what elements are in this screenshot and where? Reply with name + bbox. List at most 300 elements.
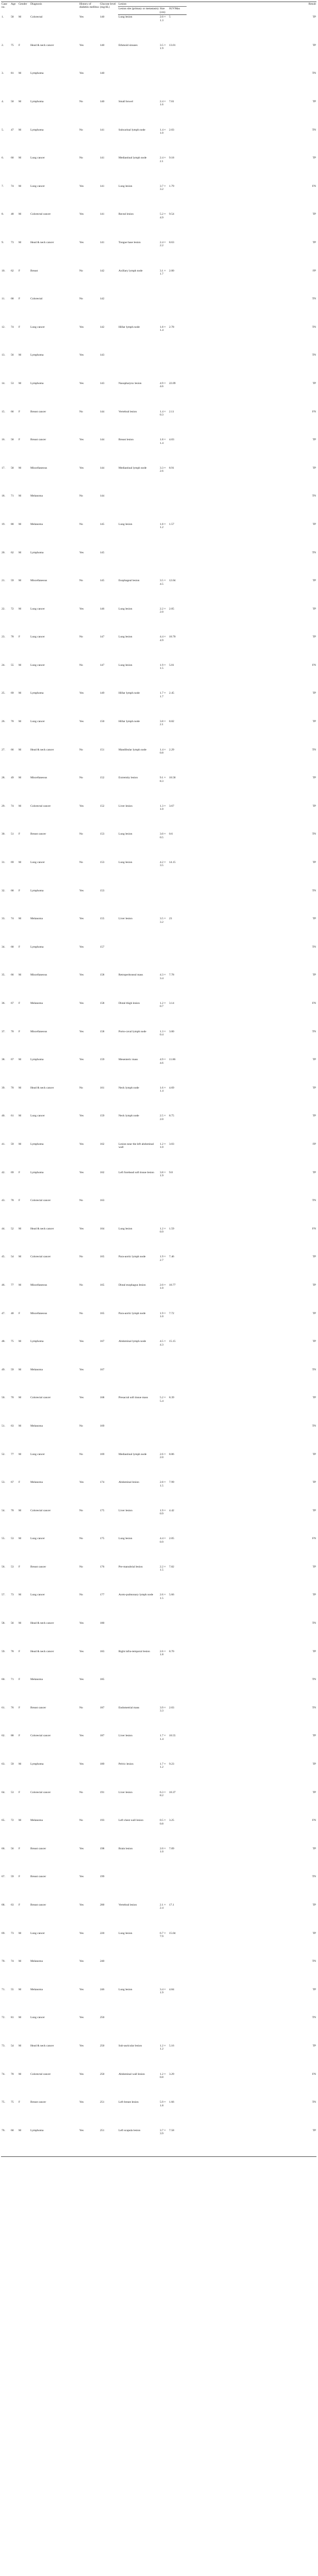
cell-diagnosis: Miscellaneous: [30, 1030, 47, 1033]
cell-lesion-site: Para-aortic lymph node: [119, 1311, 146, 1315]
cell-size: 1.3 × 0.4: [160, 1030, 166, 1036]
cell-size: [159, 1368, 169, 1396]
cell-gender: F: [19, 1790, 21, 1794]
cell-history: Yes: [79, 1340, 84, 1343]
cell-lesion-site: [118, 353, 159, 381]
cell-history: Yes: [79, 1988, 84, 1991]
cell-lesion-site: Retroperitoneal mass: [119, 973, 143, 977]
cell-glucose: 159: [100, 1114, 105, 1118]
cell-lesion-site: Esophageal lesion: [119, 579, 140, 583]
cell-suv: 2.11: [169, 410, 174, 413]
cell-glucose: 143: [100, 381, 105, 385]
cell-glucose: 175: [100, 1509, 105, 1512]
cell-diagnosis: Lymphoma: [30, 692, 44, 695]
cell-size: 1.8 × 1.4: [160, 325, 166, 332]
cell-history: Yes: [79, 1903, 84, 1907]
cell-age: 59: [11, 579, 14, 583]
cell-age: 60: [11, 156, 14, 160]
cell-lesion-site: Abdominal wall lesion: [119, 2072, 145, 2076]
cell-case-no: 66.: [2, 1847, 5, 1850]
cell-gender: M: [19, 1058, 21, 1062]
cell-gender: M: [19, 861, 21, 865]
cell-glucose: 140: [100, 15, 105, 19]
cell-result: TN: [312, 1199, 316, 1203]
cell-size: 4.4 × 0.9: [160, 1537, 166, 1544]
cell-case-no: 2.: [2, 43, 4, 47]
cell-age: 68: [11, 945, 14, 949]
cell-lesion-site: Lung lesion: [119, 184, 132, 188]
cell-history: No: [79, 635, 83, 639]
cell-glucose: 144: [100, 494, 105, 498]
cell-age: 66: [11, 748, 14, 751]
cell-history: No: [79, 1509, 83, 1512]
cell-suv: 4.03: [169, 438, 174, 442]
cell-history: No: [79, 1593, 83, 1597]
cell-result: TN: [312, 2101, 316, 2104]
cell-case-no: 53.: [2, 1481, 5, 1484]
cell-case-no: 64.: [2, 1790, 5, 1794]
cell-case-no: 70.: [2, 1960, 5, 1963]
cell-age: 58: [11, 15, 14, 19]
cell-glucose: 158: [100, 973, 105, 977]
cell-suv: 8.63: [169, 241, 174, 244]
cell-gender: M: [19, 1988, 21, 1991]
cell-history: Yes: [79, 1622, 84, 1625]
cell-lesion-site: Mediastinal lymph node: [119, 466, 147, 470]
cell-size: 2.0 × 1.0: [160, 1283, 166, 1290]
cell-history: Yes: [79, 692, 84, 695]
cell-size: 1.2 × 0.8: [160, 2072, 166, 2079]
cell-result: FN: [312, 1002, 316, 1005]
cell-lesion-site: Lung lesion: [119, 1988, 132, 1991]
cell-glucose: 149: [100, 692, 105, 695]
cell-history: Yes: [79, 1002, 84, 1005]
cell-size: [159, 353, 169, 381]
cell-case-no: 16.: [2, 438, 5, 442]
header-row: [1, 2, 316, 7]
cell-lesion-site: Neck lymph node: [119, 1086, 139, 1090]
cell-result: TN: [312, 1875, 316, 1879]
cell-lesion-site: [118, 71, 159, 100]
cell-gender: M: [19, 720, 21, 724]
cell-case-no: 51.: [2, 1424, 5, 1428]
table-row: [1, 748, 316, 776]
cell-case-no: 15.: [2, 410, 5, 413]
cell-case-no: 59.: [2, 1650, 5, 1653]
cell-result: TN: [312, 1424, 316, 1428]
cell-lesion-site: Left forehead soft tissue lesion: [119, 1171, 154, 1174]
cell-glucose: 144: [100, 410, 105, 413]
cell-size: 4.2 × 3.5: [160, 861, 166, 868]
cell-case-no: 33.: [2, 917, 5, 921]
cell-size: 3.8 × 2.1: [160, 720, 166, 727]
cell-size: 2.0 × 1.3: [160, 15, 166, 22]
cell-gender: M: [19, 1086, 21, 1090]
cell-result: TP: [312, 1593, 316, 1597]
cell-lesion-site: Ethmoid sinuses: [119, 43, 138, 47]
cell-size: 9.1 × 8.3: [160, 776, 166, 783]
cell-age: 47: [11, 128, 14, 132]
cell-lesion-site: Liver lesion: [119, 1790, 132, 1794]
cell-gender: F: [19, 1565, 21, 1569]
cell-age: 67: [11, 1481, 14, 1484]
cell-lesion-site: Lung lesion: [119, 522, 132, 526]
cell-gender: M: [19, 100, 21, 103]
cell-size: 0.5 × 0.8: [160, 1819, 166, 1826]
cell-size: 6.3 × 8.2: [160, 1790, 166, 1798]
cell-lesion-site: [118, 1368, 159, 1396]
cell-gender: F: [19, 1678, 21, 1682]
cell-suv: 3.14: [169, 1002, 174, 1005]
cell-size: 1.9 × 1.5: [160, 663, 166, 670]
cell-suv: 13.01: [169, 43, 176, 47]
cell-glucose: 185: [100, 1678, 105, 1682]
cell-result: TP: [312, 973, 316, 977]
cell-gender: F: [19, 1903, 21, 1907]
cell-glucose: 146: [100, 607, 105, 611]
cell-glucose: 251: [100, 2101, 105, 2104]
cell-suv: [169, 1677, 187, 1706]
cell-result: TP: [312, 1171, 316, 1174]
cell-suv: 17.1: [169, 1903, 174, 1907]
cell-case-no: 52.: [2, 1452, 5, 1456]
cell-lesion-site: Right infra-temporal lesion: [119, 1650, 150, 1653]
cell-suv: 10.77: [169, 1283, 176, 1287]
cell-lesion-site: Porto-caval lymph node: [119, 1030, 146, 1033]
cell-age: 70: [11, 1086, 14, 1090]
cell-glucose: 150: [100, 720, 105, 724]
table-row: [1, 1452, 316, 1481]
cell-result: TP: [312, 635, 316, 639]
cell-diagnosis: Lung cancer: [30, 861, 45, 865]
cell-diagnosis: Colorectal cancer: [30, 1734, 51, 1738]
cell-diagnosis: Lung cancer: [30, 1593, 45, 1597]
cell-result: TP: [312, 1058, 316, 1062]
cell-glucose: 250: [100, 2016, 105, 2020]
cell-glucose: 180: [100, 1622, 105, 1625]
cell-case-no: 30.: [2, 833, 5, 836]
cell-age: 53: [11, 1790, 14, 1794]
cell-history: Yes: [79, 72, 84, 75]
cell-suv: [169, 1424, 187, 1452]
cell-gender: M: [19, 917, 21, 921]
cell-history: Yes: [79, 1847, 84, 1850]
cell-result: TN: [312, 889, 316, 892]
table-row: [1, 719, 316, 748]
cell-age: 69: [11, 1171, 14, 1174]
cell-result: TN: [312, 551, 316, 554]
cell-gender: F: [19, 1002, 21, 1005]
cell-suv: 9.8: [169, 1171, 173, 1174]
cell-result: TP: [312, 776, 316, 780]
cell-lesion-site: Lung lesion: [119, 1931, 132, 1935]
cell-case-no: 46.: [2, 1283, 5, 1287]
cell-result: TN: [312, 945, 316, 949]
cell-size: 2.5 × 2.0: [160, 1114, 166, 1121]
cell-diagnosis: Melanoma: [30, 1819, 43, 1822]
patient-results-table: [1, 2, 316, 2157]
cell-case-no: 32.: [2, 889, 5, 892]
cell-history: Yes: [79, 1030, 84, 1033]
cell-gender: F: [19, 833, 21, 836]
cell-case-no: 42.: [2, 1171, 5, 1174]
table-row: [1, 100, 316, 128]
cell-age: 78: [11, 1650, 14, 1653]
cell-glucose: 177: [100, 1593, 105, 1597]
table-row: [1, 1959, 316, 1988]
cell-age: 73: [11, 241, 14, 244]
cell-suv: [169, 71, 187, 100]
cell-lesion-site: Lung lesion: [119, 663, 132, 667]
cell-size: 3.0 × 0.5: [160, 833, 166, 839]
cell-age: 71: [11, 1678, 14, 1682]
cell-result: FN: [312, 1227, 316, 1230]
cell-size: [159, 1959, 169, 1988]
cell-case-no: 10.: [2, 269, 5, 273]
cell-gender: M: [19, 579, 21, 583]
cell-gender: F: [19, 1650, 21, 1653]
cell-case-no: 1.: [2, 15, 4, 19]
cell-diagnosis: Colorectal cancer: [30, 804, 51, 808]
cell-diagnosis: Colorectal cancer: [30, 1255, 51, 1259]
cell-gender: F: [19, 297, 21, 301]
cell-age: 59: [11, 1368, 14, 1371]
cell-lesion-site: Tongue base lesion: [119, 241, 141, 244]
cell-age: 62: [11, 551, 14, 554]
cell-history: Yes: [79, 354, 84, 357]
cell-suv: 4.69: [169, 1086, 174, 1090]
cell-glucose: 167: [100, 1368, 105, 1371]
cell-lesion-site: Hillar lymph node: [119, 692, 140, 695]
cell-diagnosis: Head & neck cancer: [30, 748, 54, 751]
cell-gender: F: [19, 1706, 21, 1709]
cell-suv: 8.86: [169, 1452, 174, 1456]
cell-diagnosis: Lymphoma: [30, 945, 44, 949]
cell-result: TP: [312, 2044, 316, 2047]
cell-age: 80: [11, 522, 14, 526]
cell-glucose: 155: [100, 917, 105, 921]
table-row: [1, 1198, 316, 1227]
cell-glucose: 175: [100, 1537, 105, 1541]
cell-size: 1.9 × 2.7: [160, 1255, 166, 1262]
cell-size: [159, 297, 169, 325]
cell-glucose: 162: [100, 1171, 105, 1174]
cell-case-no: 47.: [2, 1311, 5, 1315]
cell-gender: M: [19, 1114, 21, 1118]
cell-result: TP: [312, 1509, 316, 1512]
cell-suv: [169, 297, 187, 325]
cell-glucose: 140: [100, 100, 105, 103]
cell-lesion-site: Left breast lesion: [119, 2101, 139, 2104]
cell-diagnosis: Lymphoma: [30, 889, 44, 892]
cell-lesion-site: [118, 1875, 159, 1903]
cell-history: Yes: [79, 889, 84, 892]
header-lesion: Lesion: [118, 2, 187, 7]
cell-result: TP: [312, 1931, 316, 1935]
table-row: [1, 804, 316, 833]
cell-age: 63: [11, 1424, 14, 1428]
cell-lesion-site: Vertebral lesion: [119, 410, 137, 413]
cell-age: 70: [11, 1509, 14, 1512]
cell-suv: 10.58: [169, 776, 176, 780]
cell-glucose: 174: [100, 1481, 105, 1484]
cell-diagnosis: Breast cancer: [30, 1847, 46, 1850]
cell-glucose: 140: [100, 43, 105, 47]
cell-gender: F: [19, 43, 21, 47]
cell-case-no: 3.: [2, 72, 4, 75]
cell-suv: 4.42: [169, 1509, 174, 1512]
cell-result: TP: [312, 100, 316, 103]
cell-age: 59: [11, 1875, 14, 1879]
cell-suv: 3.03: [169, 1142, 174, 1146]
cell-glucose: 158: [100, 1030, 105, 1033]
cell-result: TP: [312, 804, 316, 808]
cell-size: 1.3 × 1.0: [160, 804, 166, 811]
cell-glucose: 162: [100, 1142, 105, 1146]
cell-glucose: 165: [100, 1283, 105, 1287]
cell-glucose: 187: [100, 1706, 105, 1709]
table-row: [1, 438, 316, 466]
cell-lesion-site: Liver lesion: [119, 1734, 132, 1738]
cell-lesion-site: Endometrial mass: [119, 1706, 140, 1709]
cell-history: Yes: [79, 438, 84, 442]
cell-diagnosis: Colorectal cancer: [30, 2072, 51, 2076]
cell-gender: M: [19, 2072, 21, 2076]
cell-glucose: 250: [100, 2044, 105, 2047]
cell-size: 4.9 × 4.6: [160, 1058, 166, 1065]
table-row: [1, 381, 316, 410]
table-row: [1, 1875, 316, 1903]
cell-size: 1.4 × 0.8: [160, 748, 166, 755]
table-row: [1, 579, 316, 607]
cell-size: 4.9 × 4.6: [160, 381, 166, 389]
cell-diagnosis: Head & neck cancer: [30, 2044, 54, 2047]
cell-lesion-site: [118, 1677, 159, 1706]
table-row: [1, 1988, 316, 2016]
cell-result: TN: [312, 1678, 316, 1682]
table-row: [1, 15, 316, 43]
table-row: [1, 1931, 316, 1960]
cell-history: Yes: [79, 1396, 84, 1400]
cell-lesion-site: Hillar lymph node: [119, 325, 140, 329]
table-row: [1, 1114, 316, 1142]
cell-history: No: [79, 1255, 83, 1259]
cell-diagnosis: Breast cancer: [30, 1706, 46, 1709]
cell-diagnosis: Lung cancer: [30, 635, 45, 639]
cell-suv: 2.45: [169, 692, 174, 695]
table-row: [1, 241, 316, 269]
cell-size: 2.4 × 1.6: [160, 100, 166, 107]
cell-glucose: 152: [100, 776, 105, 780]
cell-case-no: 67.: [2, 1875, 5, 1879]
table-row: [1, 551, 316, 579]
cell-history: Yes: [79, 241, 84, 244]
cell-history: Yes: [79, 607, 84, 611]
cell-suv: 10.37: [169, 1790, 176, 1794]
cell-case-no: 50.: [2, 1396, 5, 1400]
cell-gender: M: [19, 1227, 21, 1230]
cell-lesion-site: Liver lesion: [119, 917, 132, 921]
cell-diagnosis: Lung cancer: [30, 607, 45, 611]
cell-suv: 9.54: [169, 213, 174, 216]
cell-gender: M: [19, 1452, 21, 1456]
cell-glucose: 164: [100, 1227, 105, 1230]
cell-glucose: 168: [100, 1396, 105, 1400]
cell-gender: M: [19, 2044, 21, 2047]
cell-history: No: [79, 861, 83, 865]
cell-history: Yes: [79, 1678, 84, 1682]
cell-history: Yes: [79, 720, 84, 724]
cell-history: No: [79, 1706, 83, 1709]
cell-age: 54: [11, 1255, 14, 1259]
cell-result: TP: [312, 438, 316, 442]
cell-size: 3.7 × 3.2: [160, 184, 166, 191]
cell-case-no: 9.: [2, 241, 4, 244]
cell-diagnosis: Miscellaneous: [30, 1311, 47, 1315]
cell-lesion-site: Subcarinal lymph node: [119, 128, 145, 132]
cell-gender: F: [19, 1875, 21, 1879]
cell-lesion-site: Lung lesion: [119, 861, 132, 865]
cell-history: No: [79, 1565, 83, 1569]
cell-age: 70: [11, 1030, 14, 1033]
cell-result: TP: [312, 1734, 316, 1738]
header-history: History of diabetes mellitus: [79, 2, 99, 15]
cell-gender: M: [19, 213, 21, 216]
cell-diagnosis: Miscellaneous: [30, 1283, 47, 1287]
cell-diagnosis: Melanoma: [30, 1368, 43, 1371]
cell-suv: 10.55: [169, 1734, 176, 1738]
cell-suv: 3.25: [169, 1819, 174, 1822]
cell-size: 3.5 × 1.9: [160, 43, 166, 51]
cell-lesion-site: Abdominal lymph node: [119, 1340, 146, 1343]
cell-size: 1.4 × 0.3: [160, 410, 166, 417]
table-row: [1, 325, 316, 354]
cell-result: TN: [312, 128, 316, 132]
table-row: [1, 1283, 316, 1311]
cell-case-no: 13.: [2, 354, 5, 357]
cell-suv: [169, 889, 187, 917]
cell-age: 74: [11, 804, 14, 808]
cell-gender: M: [19, 522, 21, 526]
cell-diagnosis: Colorectal cancer: [30, 1199, 51, 1203]
cell-age: 70: [11, 1396, 14, 1400]
table-body: [1, 15, 316, 2157]
cell-lesion-site: Lesion near the left abdominal wall: [119, 1142, 154, 1149]
cell-glucose: 198: [100, 1847, 105, 1850]
cell-age: 61: [11, 1114, 14, 1118]
cell-case-no: 69.: [2, 1931, 5, 1935]
cell-result: TP: [312, 1311, 316, 1315]
cell-lesion-site: Para-aortic lymph node: [119, 1255, 146, 1259]
cell-diagnosis: Miscellaneous: [30, 973, 47, 977]
cell-case-no: 71.: [2, 1988, 5, 1991]
table-row: [1, 71, 316, 100]
cell-gender: M: [19, 1622, 21, 1625]
cell-case-no: 65.: [2, 1819, 5, 1822]
cell-age: 67: [11, 1058, 14, 1062]
cell-glucose: 142: [100, 325, 105, 329]
cell-size: 2.6 × 1.8: [160, 1650, 166, 1657]
cell-diagnosis: Melanoma: [30, 1988, 43, 1991]
cell-case-no: 18.: [2, 494, 5, 498]
cell-suv: 7.58: [169, 2129, 187, 2157]
cell-glucose: 145: [100, 579, 105, 583]
cell-suv: [169, 1621, 187, 1650]
table-row: [1, 1762, 316, 1790]
cell-size: [159, 945, 169, 973]
cell-result: TP: [312, 607, 316, 611]
header-glucose: Glucose level (mg/dL): [99, 2, 118, 15]
